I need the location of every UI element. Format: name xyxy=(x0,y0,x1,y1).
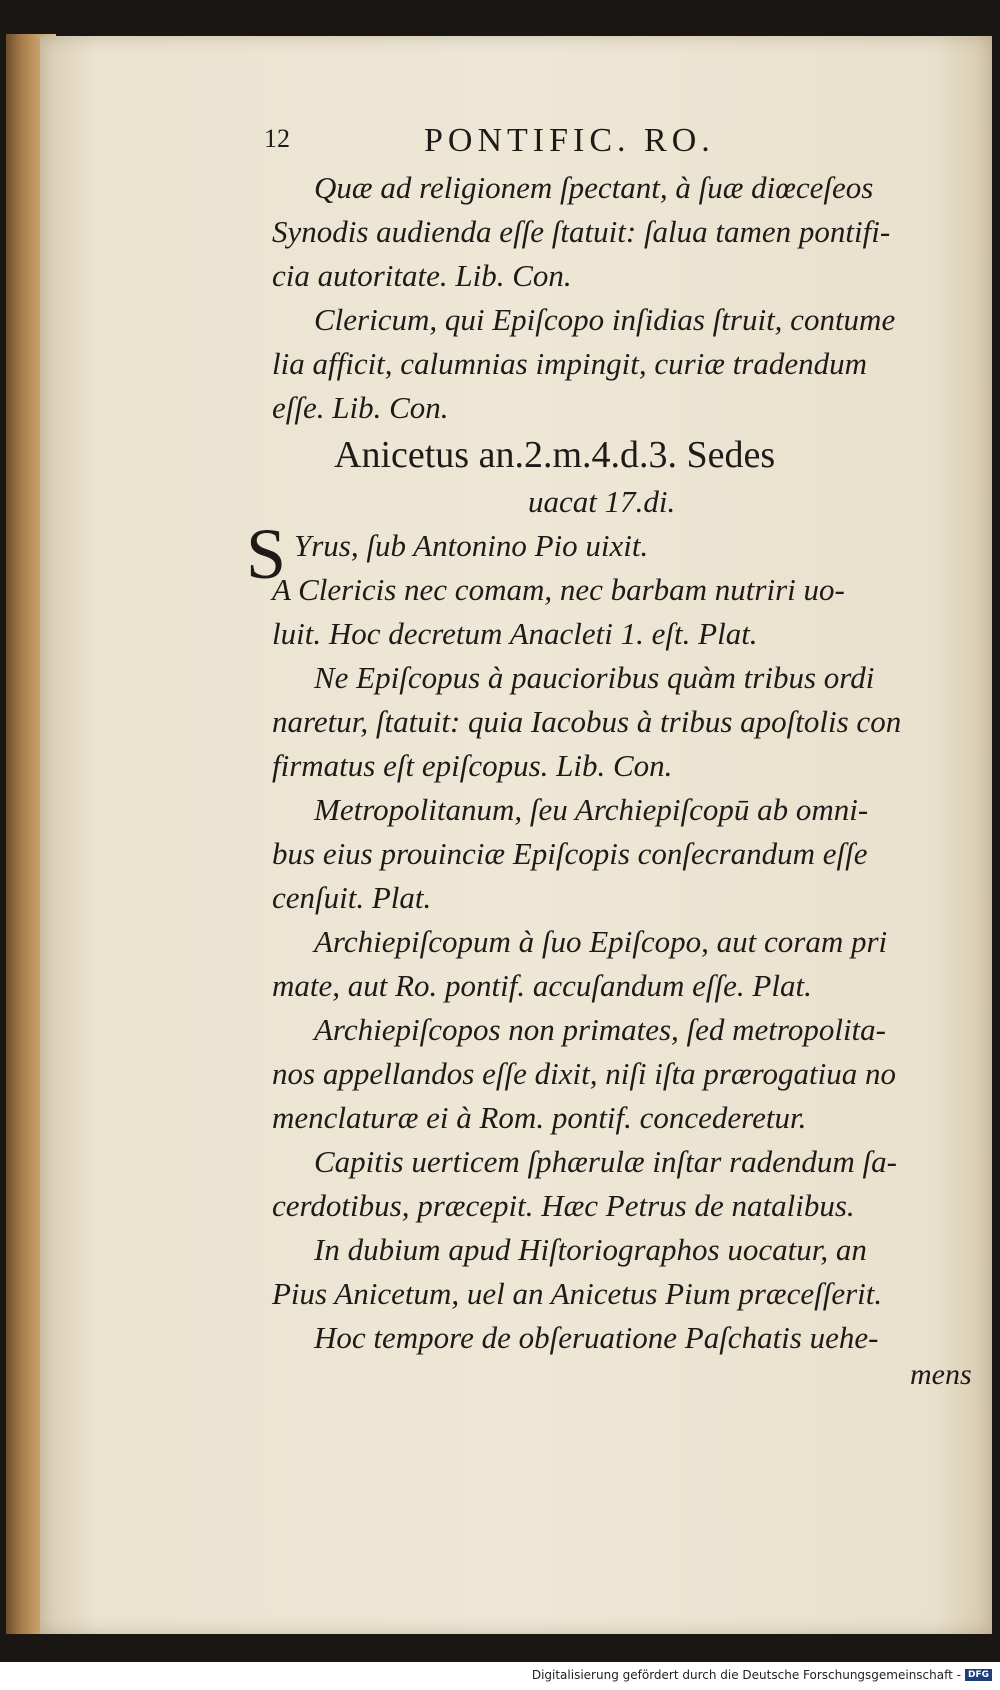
text-line: luit. Hoc decretum Anacleti 1. eſt. Plat. xyxy=(272,616,758,651)
text-line: mate, aut Ro. pontif. accuſandum eſſe. Plat. xyxy=(272,968,812,1003)
paragraph-group-2 xyxy=(246,514,962,1360)
section-heading: Anicetus an.2.m.4.d.3. Sedes xyxy=(334,434,776,476)
text-line: cenſuit. Plat. xyxy=(272,880,432,915)
text-line: naretur, ſtatuit: quia Iacobus à tribus apoſtolis con xyxy=(272,704,902,739)
dfg-logo: DFG xyxy=(965,1669,992,1681)
text-line: In dubium apud Hiſtoriographos uocatur, an xyxy=(314,1232,867,1267)
page-number: 12 xyxy=(264,124,290,153)
text-line: Ne Epiſcopus à paucioribus quàm tribus ordi xyxy=(314,660,875,695)
text-line: Clericum, qui Epiſcopo inſidias ſtruit, contume xyxy=(314,302,896,337)
footer-credit-text: Digitalisierung gefördert durch die Deutsche Forschungsgemeinschaft - xyxy=(531,1668,961,1682)
running-title: PONTIFIC. RO. xyxy=(424,122,715,159)
text-line: cerdotibus, præcepit. Hæc Petrus de natalibus. xyxy=(272,1188,855,1223)
text-line: Yrus, ſub Antonino Pio uixit. xyxy=(294,528,649,563)
text-line: Quæ ad religionem ſpectant, à ſuæ diœceſeos xyxy=(314,170,874,205)
text-line: Archiepiſcopos non primates, ſed metropolita- xyxy=(314,1012,886,1047)
text-line: firmatus eſt epiſcopus. Lib. Con. xyxy=(272,748,673,783)
text-line: eſſe. Lib. Con. xyxy=(272,390,449,425)
text-line: Capitis uerticem ſphærulæ inſtar radendum ſa- xyxy=(314,1144,897,1179)
text-line: A Clericis nec comam, nec barbam nutriri uo- xyxy=(272,572,845,607)
catchword: mens xyxy=(910,1358,972,1391)
text-line: Hoc tempore de obſeruatione Paſchatis uehe- xyxy=(314,1320,879,1355)
paragraph-group-1 xyxy=(272,166,962,430)
text-line: bus eius prouinciæ Epiſcopis conſecrandum eſſe xyxy=(272,836,868,871)
text-line: menclaturæ ei à Rom. pontif. concederetur. xyxy=(272,1100,807,1135)
section-subheading: uacat 17.di. xyxy=(528,484,676,519)
text-line: Archiepiſcopum à ſuo Epiſcopo, aut coram pri xyxy=(314,924,888,959)
text-line: Pius Anicetum, uel an Anicetus Pium præceſſerit. xyxy=(272,1276,883,1311)
drop-cap: S xyxy=(246,514,287,594)
text-line: lia afficit, calumnias impingit, curiæ tradendum xyxy=(272,346,868,381)
footer-credit xyxy=(532,1666,992,1684)
text-block xyxy=(246,166,962,1360)
text-line: Metropolitanum, ſeu Archiepiſcopū ab omni- xyxy=(314,792,869,827)
text-line: Synodis audienda eſſe ſtatuit: ſalua tamen pontifi- xyxy=(272,214,891,249)
text-line: cia autoritate. Lib. Con. xyxy=(272,258,572,293)
text-line: nos appellandos eſſe dixit, niſi iſta prærogatiua no xyxy=(272,1056,897,1091)
